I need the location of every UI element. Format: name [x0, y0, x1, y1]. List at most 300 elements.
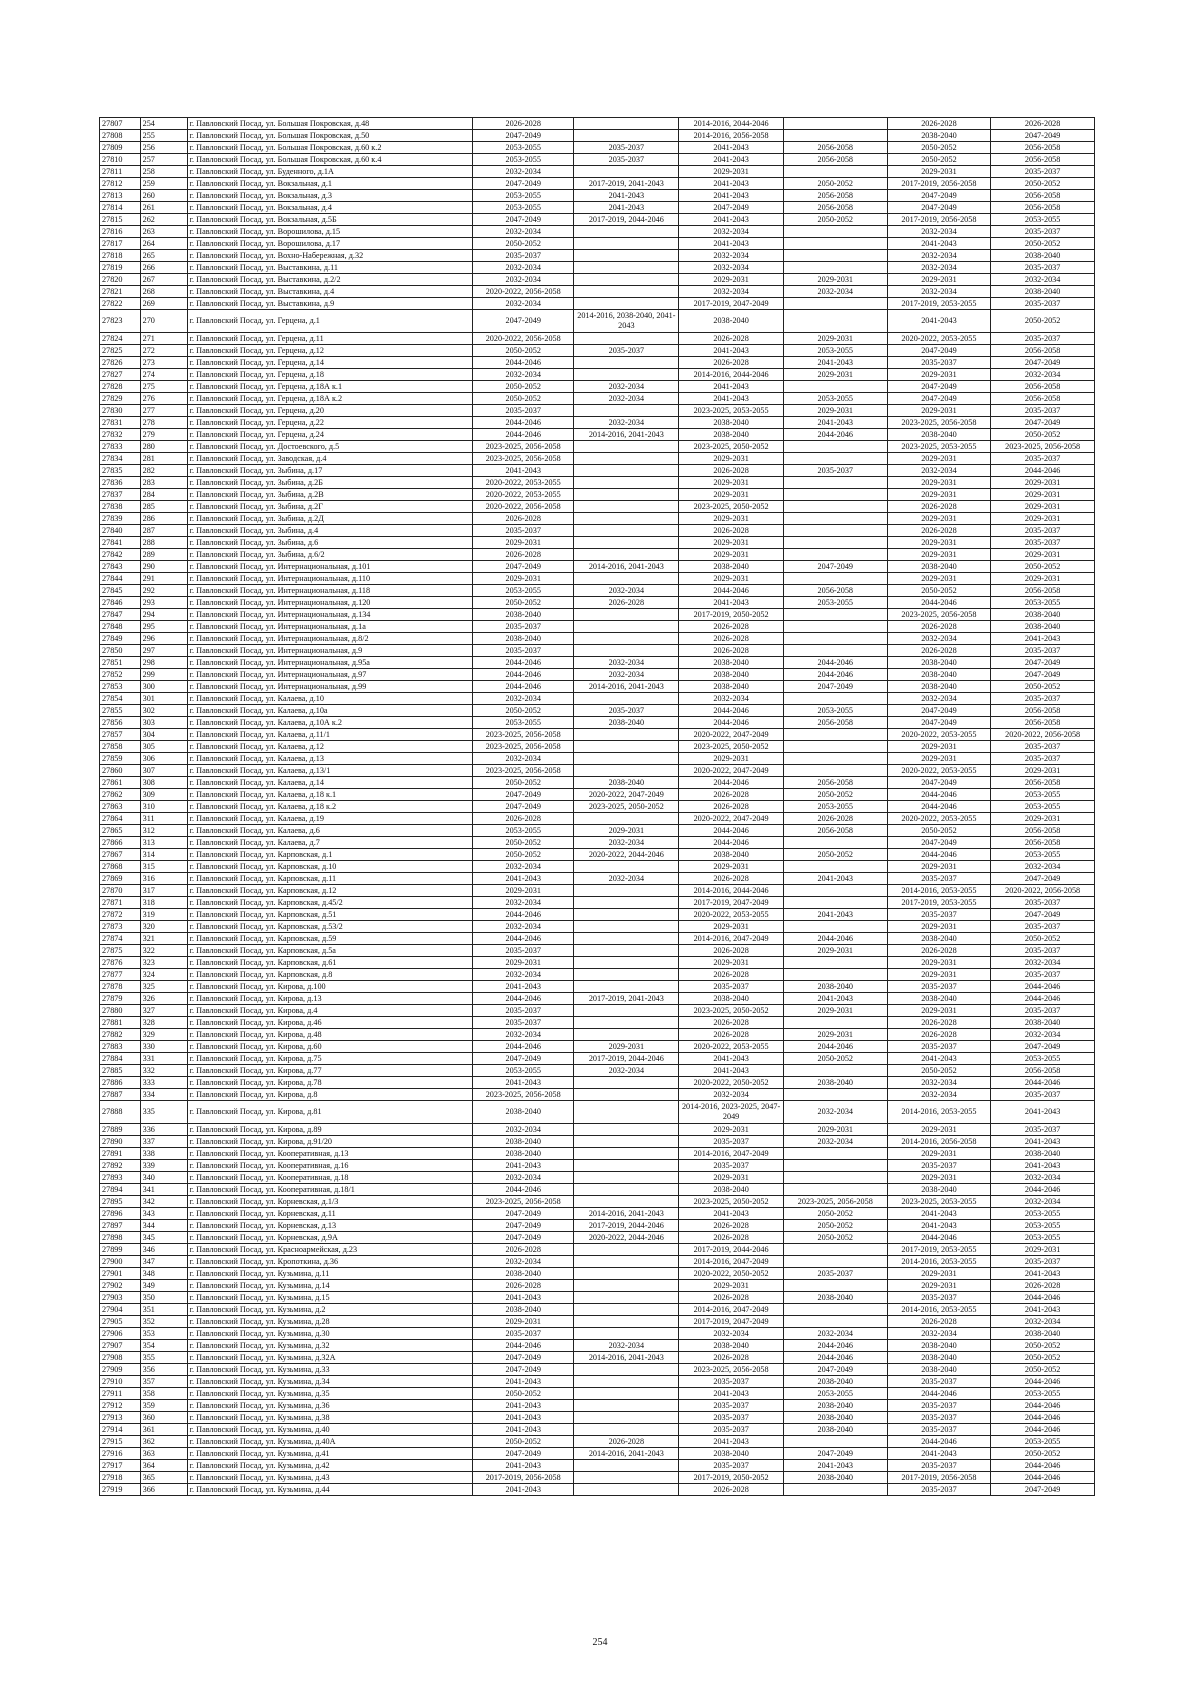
table-row — [100, 429, 1095, 441]
period-6-cell: 2032-2034 — [991, 1029, 1095, 1041]
period-5-cell: 2044-2046 — [887, 1232, 991, 1244]
row-id-cell: 27872 — [100, 909, 141, 921]
period-3-cell: 2044-2046 — [679, 705, 784, 717]
period-2-cell: 2014-2016, 2041-2043 — [574, 1208, 679, 1220]
period-5-cell: 2029-2031 — [887, 921, 991, 933]
period-6-cell: 2056-2058 — [991, 142, 1095, 154]
table-row — [100, 741, 1095, 753]
period-2-cell: 2032-2034 — [574, 657, 679, 669]
period-6-cell: 2056-2058 — [991, 585, 1095, 597]
period-2-cell — [574, 238, 679, 250]
period-1-cell: 2053-2055 — [472, 585, 574, 597]
address-cell: г. Павловский Посад, ул. Кузьмина, д.40А — [187, 1436, 472, 1448]
period-5-cell: 2029-2031 — [887, 489, 991, 501]
period-4-cell — [783, 969, 887, 981]
period-4-cell: 2038-2040 — [783, 981, 887, 993]
period-4-cell: 2041-2043 — [783, 417, 887, 429]
table-row — [100, 333, 1095, 345]
row-id-cell: 27910 — [100, 1376, 141, 1388]
period-5-cell: 2047-2049 — [887, 381, 991, 393]
period-6-cell: 2056-2058 — [991, 717, 1095, 729]
row-id-cell: 27846 — [100, 597, 141, 609]
period-4-cell: 2032-2034 — [783, 1101, 887, 1124]
table-row — [100, 1460, 1095, 1472]
row-id-cell: 27876 — [100, 957, 141, 969]
row-number-cell: 296 — [140, 633, 187, 645]
period-3-cell: 2017-2019, 2047-2049 — [679, 897, 784, 909]
address-cell: г. Павловский Посад, ул. Герцена, д.11 — [187, 333, 472, 345]
period-5-cell: 2026-2028 — [887, 1017, 991, 1029]
table-row — [100, 178, 1095, 190]
address-cell: г. Павловский Посад, ул. Вокзальная, д.4 — [187, 202, 472, 214]
address-cell: г. Павловский Посад, ул. Кооперативная, д.13 — [187, 1148, 472, 1160]
period-6-cell: 2032-2034 — [991, 1172, 1095, 1184]
address-cell: г. Павловский Посад, ул. Интернациональная, д.118 — [187, 585, 472, 597]
period-4-cell: 2053-2055 — [783, 597, 887, 609]
period-2-cell — [574, 1304, 679, 1316]
row-id-cell: 27865 — [100, 825, 141, 837]
period-4-cell: 2044-2046 — [783, 657, 887, 669]
period-4-cell — [783, 765, 887, 777]
period-6-cell: 2029-2031 — [991, 813, 1095, 825]
row-id-cell: 27878 — [100, 981, 141, 993]
row-id-cell: 27820 — [100, 274, 141, 286]
row-number-cell: 275 — [140, 381, 187, 393]
period-5-cell: 2026-2028 — [887, 621, 991, 633]
period-4-cell: 2050-2052 — [783, 1220, 887, 1232]
period-2-cell: 2032-2034 — [574, 585, 679, 597]
table-row — [100, 154, 1095, 166]
address-cell: г. Павловский Посад, ул. Кирова, д.60 — [187, 1041, 472, 1053]
period-4-cell: 2032-2034 — [783, 286, 887, 298]
row-number-cell: 276 — [140, 393, 187, 405]
period-1-cell: 2023-2025, 2056-2058 — [472, 765, 574, 777]
table-row — [100, 369, 1095, 381]
row-id-cell: 27896 — [100, 1208, 141, 1220]
address-cell: г. Павловский Посад, ул. Карповская, д.51 — [187, 909, 472, 921]
period-4-cell: 2035-2037 — [783, 1268, 887, 1280]
row-number-cell: 346 — [140, 1244, 187, 1256]
address-cell: г. Павловский Посад, ул. Кирова, д.46 — [187, 1017, 472, 1029]
table-row — [100, 477, 1095, 489]
period-6-cell: 2035-2037 — [991, 645, 1095, 657]
row-number-cell: 327 — [140, 1005, 187, 1017]
row-id-cell: 27850 — [100, 645, 141, 657]
row-number-cell: 288 — [140, 537, 187, 549]
period-6-cell: 2020-2022, 2056-2058 — [991, 729, 1095, 741]
table-row — [100, 897, 1095, 909]
period-5-cell: 2032-2034 — [887, 1089, 991, 1101]
address-cell: г. Павловский Посад, ул. Ворошилова, д.17 — [187, 238, 472, 250]
row-number-cell: 289 — [140, 549, 187, 561]
row-id-cell: 27866 — [100, 837, 141, 849]
row-id-cell: 27899 — [100, 1244, 141, 1256]
address-cell: г. Павловский Посад, ул. Герцена, д.24 — [187, 429, 472, 441]
period-6-cell: 2038-2040 — [991, 286, 1095, 298]
period-3-cell: 2014-2016, 2023-2025, 2047-2049 — [679, 1101, 784, 1124]
period-3-cell: 2023-2025, 2050-2052 — [679, 501, 784, 513]
period-6-cell: 2023-2025, 2056-2058 — [991, 441, 1095, 453]
row-id-cell: 27861 — [100, 777, 141, 789]
table-row — [100, 1280, 1095, 1292]
address-cell: г. Павловский Посад, ул. Кузьмина, д.33 — [187, 1364, 472, 1376]
row-number-cell: 303 — [140, 717, 187, 729]
period-6-cell: 2035-2037 — [991, 262, 1095, 274]
period-3-cell: 2044-2046 — [679, 825, 784, 837]
period-3-cell: 2038-2040 — [679, 1448, 784, 1460]
period-5-cell: 2044-2046 — [887, 789, 991, 801]
address-cell: г. Павловский Посад, ул. Корневская, д.11 — [187, 1208, 472, 1220]
period-3-cell: 2035-2037 — [679, 1400, 784, 1412]
period-1-cell: 2050-2052 — [472, 238, 574, 250]
period-2-cell — [574, 537, 679, 549]
period-1-cell: 2032-2034 — [472, 1124, 574, 1136]
period-1-cell: 2044-2046 — [472, 1184, 574, 1196]
period-6-cell: 2050-2052 — [991, 1448, 1095, 1460]
row-id-cell: 27859 — [100, 753, 141, 765]
period-4-cell: 2029-2031 — [783, 405, 887, 417]
period-1-cell: 2023-2025, 2056-2058 — [472, 1196, 574, 1208]
period-5-cell: 2038-2040 — [887, 561, 991, 573]
row-number-cell: 301 — [140, 693, 187, 705]
row-number-cell: 298 — [140, 657, 187, 669]
period-1-cell: 2044-2046 — [472, 429, 574, 441]
row-number-cell: 356 — [140, 1364, 187, 1376]
period-1-cell: 2032-2034 — [472, 262, 574, 274]
period-2-cell: 2032-2034 — [574, 393, 679, 405]
period-2-cell — [574, 1148, 679, 1160]
row-id-cell: 27822 — [100, 298, 141, 310]
table-row — [100, 777, 1095, 789]
period-3-cell: 2041-2043 — [679, 214, 784, 226]
period-4-cell: 2041-2043 — [783, 873, 887, 885]
period-3-cell: 2038-2040 — [679, 669, 784, 681]
row-id-cell: 27857 — [100, 729, 141, 741]
period-3-cell: 2020-2022, 2053-2055 — [679, 909, 784, 921]
row-number-cell: 255 — [140, 130, 187, 142]
period-5-cell: 2014-2016, 2053-2055 — [887, 885, 991, 897]
period-6-cell: 2047-2049 — [991, 417, 1095, 429]
table-row — [100, 1101, 1095, 1124]
period-6-cell: 2038-2040 — [991, 1148, 1095, 1160]
row-id-cell: 27848 — [100, 621, 141, 633]
row-number-cell: 293 — [140, 597, 187, 609]
address-cell: г. Павловский Посад, ул. Зыбина, д.2Б — [187, 477, 472, 489]
period-1-cell: 2035-2037 — [472, 645, 574, 657]
period-3-cell: 2014-2016, 2047-2049 — [679, 1256, 784, 1268]
period-5-cell: 2035-2037 — [887, 1376, 991, 1388]
row-number-cell: 278 — [140, 417, 187, 429]
period-5-cell: 2047-2049 — [887, 345, 991, 357]
row-number-cell: 256 — [140, 142, 187, 154]
table-row — [100, 657, 1095, 669]
period-6-cell: 2056-2058 — [991, 705, 1095, 717]
period-3-cell: 2041-2043 — [679, 1208, 784, 1220]
period-2-cell — [574, 885, 679, 897]
period-3-cell: 2038-2040 — [679, 310, 784, 333]
period-5-cell: 2029-2031 — [887, 274, 991, 286]
period-4-cell — [783, 1065, 887, 1077]
period-1-cell: 2035-2037 — [472, 621, 574, 633]
period-2-cell — [574, 1364, 679, 1376]
row-id-cell: 27849 — [100, 633, 141, 645]
row-number-cell: 260 — [140, 190, 187, 202]
period-6-cell: 2047-2049 — [991, 1041, 1095, 1053]
period-6-cell: 2053-2055 — [991, 1232, 1095, 1244]
row-id-cell: 27893 — [100, 1172, 141, 1184]
period-4-cell — [783, 1316, 887, 1328]
period-4-cell: 2029-2031 — [783, 1029, 887, 1041]
period-1-cell: 2044-2046 — [472, 993, 574, 1005]
table-row — [100, 789, 1095, 801]
address-cell: г. Павловский Посад, ул. Заводская, д.4 — [187, 453, 472, 465]
period-3-cell: 2032-2034 — [679, 250, 784, 262]
address-cell: г. Павловский Посад, ул. Кузьмина, д.44 — [187, 1484, 472, 1496]
period-1-cell: 2038-2040 — [472, 633, 574, 645]
table-row — [100, 537, 1095, 549]
period-4-cell: 2044-2046 — [783, 429, 887, 441]
row-number-cell: 349 — [140, 1280, 187, 1292]
period-2-cell: 2029-2031 — [574, 1041, 679, 1053]
period-6-cell: 2050-2052 — [991, 178, 1095, 190]
row-id-cell: 27833 — [100, 441, 141, 453]
period-2-cell: 2041-2043 — [574, 202, 679, 214]
period-4-cell — [783, 837, 887, 849]
period-4-cell — [783, 118, 887, 130]
period-2-cell: 2020-2022, 2044-2046 — [574, 849, 679, 861]
period-4-cell: 2026-2028 — [783, 813, 887, 825]
period-6-cell: 2029-2031 — [991, 765, 1095, 777]
period-5-cell: 2032-2034 — [887, 633, 991, 645]
row-id-cell: 27871 — [100, 897, 141, 909]
period-2-cell — [574, 645, 679, 657]
period-1-cell: 2044-2046 — [472, 1340, 574, 1352]
period-6-cell: 2044-2046 — [991, 993, 1095, 1005]
period-4-cell — [783, 130, 887, 142]
period-5-cell: 2029-2031 — [887, 537, 991, 549]
period-5-cell: 2050-2052 — [887, 1065, 991, 1077]
period-1-cell: 2053-2055 — [472, 825, 574, 837]
row-number-cell: 311 — [140, 813, 187, 825]
period-5-cell: 2035-2037 — [887, 357, 991, 369]
address-cell: г. Павловский Посад, ул. Герцена, д.14 — [187, 357, 472, 369]
row-id-cell: 27853 — [100, 681, 141, 693]
period-2-cell — [574, 1244, 679, 1256]
period-6-cell: 2029-2031 — [991, 501, 1095, 513]
period-1-cell: 2047-2049 — [472, 130, 574, 142]
table-row — [100, 1160, 1095, 1172]
period-3-cell: 2029-2031 — [679, 1280, 784, 1292]
period-1-cell: 2041-2043 — [472, 873, 574, 885]
period-5-cell: 2047-2049 — [887, 705, 991, 717]
period-1-cell: 2044-2046 — [472, 417, 574, 429]
period-2-cell — [574, 1017, 679, 1029]
period-5-cell: 2038-2040 — [887, 933, 991, 945]
period-3-cell: 2044-2046 — [679, 717, 784, 729]
row-number-cell: 282 — [140, 465, 187, 477]
period-4-cell — [783, 453, 887, 465]
period-6-cell: 2056-2058 — [991, 825, 1095, 837]
row-number-cell: 271 — [140, 333, 187, 345]
row-id-cell: 27809 — [100, 142, 141, 154]
period-4-cell — [783, 885, 887, 897]
period-3-cell: 2020-2022, 2050-2052 — [679, 1268, 784, 1280]
period-4-cell — [783, 645, 887, 657]
period-6-cell: 2047-2049 — [991, 657, 1095, 669]
row-number-cell: 364 — [140, 1460, 187, 1472]
period-2-cell — [574, 897, 679, 909]
period-6-cell: 2020-2022, 2056-2058 — [991, 885, 1095, 897]
period-6-cell: 2038-2040 — [991, 1328, 1095, 1340]
period-5-cell: 2047-2049 — [887, 190, 991, 202]
row-id-cell: 27879 — [100, 993, 141, 1005]
period-2-cell — [574, 489, 679, 501]
table-row — [100, 1448, 1095, 1460]
period-5-cell: 2032-2034 — [887, 465, 991, 477]
table-row — [100, 1041, 1095, 1053]
table-row — [100, 250, 1095, 262]
row-id-cell: 27818 — [100, 250, 141, 262]
table-row — [100, 909, 1095, 921]
period-2-cell — [574, 1124, 679, 1136]
table-row — [100, 190, 1095, 202]
period-1-cell: 2050-2052 — [472, 705, 574, 717]
table-row — [100, 957, 1095, 969]
period-5-cell: 2047-2049 — [887, 717, 991, 729]
address-cell: г. Павловский Посад, ул. Калаева, д.14 — [187, 777, 472, 789]
period-5-cell: 2041-2043 — [887, 1053, 991, 1065]
period-1-cell: 2026-2028 — [472, 513, 574, 525]
table-row — [100, 286, 1095, 298]
period-2-cell: 2038-2040 — [574, 717, 679, 729]
period-6-cell: 2044-2046 — [991, 1472, 1095, 1484]
period-5-cell: 2035-2037 — [887, 1484, 991, 1496]
table-row — [100, 1184, 1095, 1196]
period-5-cell: 2017-2019, 2056-2058 — [887, 214, 991, 226]
row-number-cell: 351 — [140, 1304, 187, 1316]
period-6-cell: 2050-2052 — [991, 310, 1095, 333]
period-3-cell: 2041-2043 — [679, 1065, 784, 1077]
period-6-cell: 2053-2055 — [991, 849, 1095, 861]
period-2-cell: 2026-2028 — [574, 1436, 679, 1448]
period-3-cell: 2038-2040 — [679, 561, 784, 573]
row-id-cell: 27884 — [100, 1053, 141, 1065]
address-cell: г. Павловский Посад, ул. Калаева, д.18 к.1 — [187, 789, 472, 801]
row-id-cell: 27868 — [100, 861, 141, 873]
period-3-cell: 2041-2043 — [679, 1388, 784, 1400]
period-5-cell: 2035-2037 — [887, 873, 991, 885]
period-4-cell: 2047-2049 — [783, 561, 887, 573]
row-number-cell: 347 — [140, 1256, 187, 1268]
period-1-cell: 2035-2037 — [472, 405, 574, 417]
period-3-cell: 2038-2040 — [679, 417, 784, 429]
period-5-cell: 2017-2019, 2056-2058 — [887, 1472, 991, 1484]
period-5-cell: 2050-2052 — [887, 142, 991, 154]
period-3-cell: 2014-2016, 2056-2058 — [679, 130, 784, 142]
period-1-cell: 2032-2034 — [472, 1172, 574, 1184]
period-1-cell: 2038-2040 — [472, 1101, 574, 1124]
period-5-cell: 2014-2016, 2053-2055 — [887, 1304, 991, 1316]
table-row — [100, 202, 1095, 214]
period-6-cell: 2035-2037 — [991, 753, 1095, 765]
row-number-cell: 323 — [140, 957, 187, 969]
row-id-cell: 27842 — [100, 549, 141, 561]
row-number-cell: 291 — [140, 573, 187, 585]
period-6-cell: 2041-2043 — [991, 1160, 1095, 1172]
period-4-cell — [783, 1484, 887, 1496]
address-cell: г. Павловский Посад, ул. Карповская, д.12 — [187, 885, 472, 897]
period-2-cell — [574, 1089, 679, 1101]
period-1-cell: 2044-2046 — [472, 1041, 574, 1053]
period-1-cell: 2050-2052 — [472, 597, 574, 609]
period-4-cell: 2047-2049 — [783, 681, 887, 693]
period-2-cell — [574, 729, 679, 741]
address-cell: г. Павловский Посад, ул. Кооперативная, д.16 — [187, 1160, 472, 1172]
row-id-cell: 27919 — [100, 1484, 141, 1496]
row-id-cell: 27892 — [100, 1160, 141, 1172]
table-row — [100, 849, 1095, 861]
period-4-cell — [783, 897, 887, 909]
period-2-cell — [574, 1101, 679, 1124]
address-cell: г. Павловский Посад, ул. Зыбина, д.2В — [187, 489, 472, 501]
address-cell: г. Павловский Посад, ул. Интернациональная, д.134 — [187, 609, 472, 621]
period-6-cell: 2056-2058 — [991, 393, 1095, 405]
period-3-cell: 2029-2031 — [679, 549, 784, 561]
period-4-cell: 2044-2046 — [783, 933, 887, 945]
period-6-cell: 2053-2055 — [991, 789, 1095, 801]
period-1-cell: 2038-2040 — [472, 1148, 574, 1160]
row-id-cell: 27894 — [100, 1184, 141, 1196]
row-id-cell: 27830 — [100, 405, 141, 417]
row-id-cell: 27807 — [100, 118, 141, 130]
period-3-cell: 2026-2028 — [679, 1292, 784, 1304]
period-4-cell: 2044-2046 — [783, 1352, 887, 1364]
period-4-cell: 2038-2040 — [783, 1400, 887, 1412]
row-number-cell: 331 — [140, 1053, 187, 1065]
period-1-cell: 2020-2022, 2053-2055 — [472, 489, 574, 501]
period-3-cell: 2032-2034 — [679, 1328, 784, 1340]
period-1-cell: 2047-2049 — [472, 178, 574, 190]
address-cell: г. Павловский Посад, ул. Кирова, д.48 — [187, 1029, 472, 1041]
period-1-cell: 2032-2034 — [472, 693, 574, 705]
period-5-cell: 2050-2052 — [887, 585, 991, 597]
address-cell: г. Павловский Посад, ул. Кооперативная, д.18 — [187, 1172, 472, 1184]
row-number-cell: 344 — [140, 1220, 187, 1232]
table-row — [100, 310, 1095, 333]
period-1-cell: 2020-2022, 2056-2058 — [472, 501, 574, 513]
period-5-cell: 2017-2019, 2056-2058 — [887, 178, 991, 190]
period-6-cell: 2035-2037 — [991, 693, 1095, 705]
address-cell: г. Павловский Посад, ул. Интернациональная, д.8/2 — [187, 633, 472, 645]
row-id-cell: 27824 — [100, 333, 141, 345]
period-2-cell: 2014-2016, 2041-2043 — [574, 681, 679, 693]
period-5-cell: 2020-2022, 2053-2055 — [887, 765, 991, 777]
table-row — [100, 1424, 1095, 1436]
period-3-cell: 2038-2040 — [679, 1184, 784, 1196]
period-6-cell: 2035-2037 — [991, 166, 1095, 178]
row-number-cell: 307 — [140, 765, 187, 777]
row-id-cell: 27911 — [100, 1388, 141, 1400]
address-cell: г. Павловский Посад, ул. Карповская, д.1 — [187, 849, 472, 861]
address-cell: г. Павловский Посад, ул. Корневская, д.13 — [187, 1220, 472, 1232]
period-6-cell: 2035-2037 — [991, 1005, 1095, 1017]
period-2-cell: 2038-2040 — [574, 777, 679, 789]
table-row — [100, 525, 1095, 537]
period-4-cell: 2032-2034 — [783, 1328, 887, 1340]
period-5-cell: 2029-2031 — [887, 513, 991, 525]
period-1-cell: 2032-2034 — [472, 369, 574, 381]
period-6-cell: 2038-2040 — [991, 1017, 1095, 1029]
